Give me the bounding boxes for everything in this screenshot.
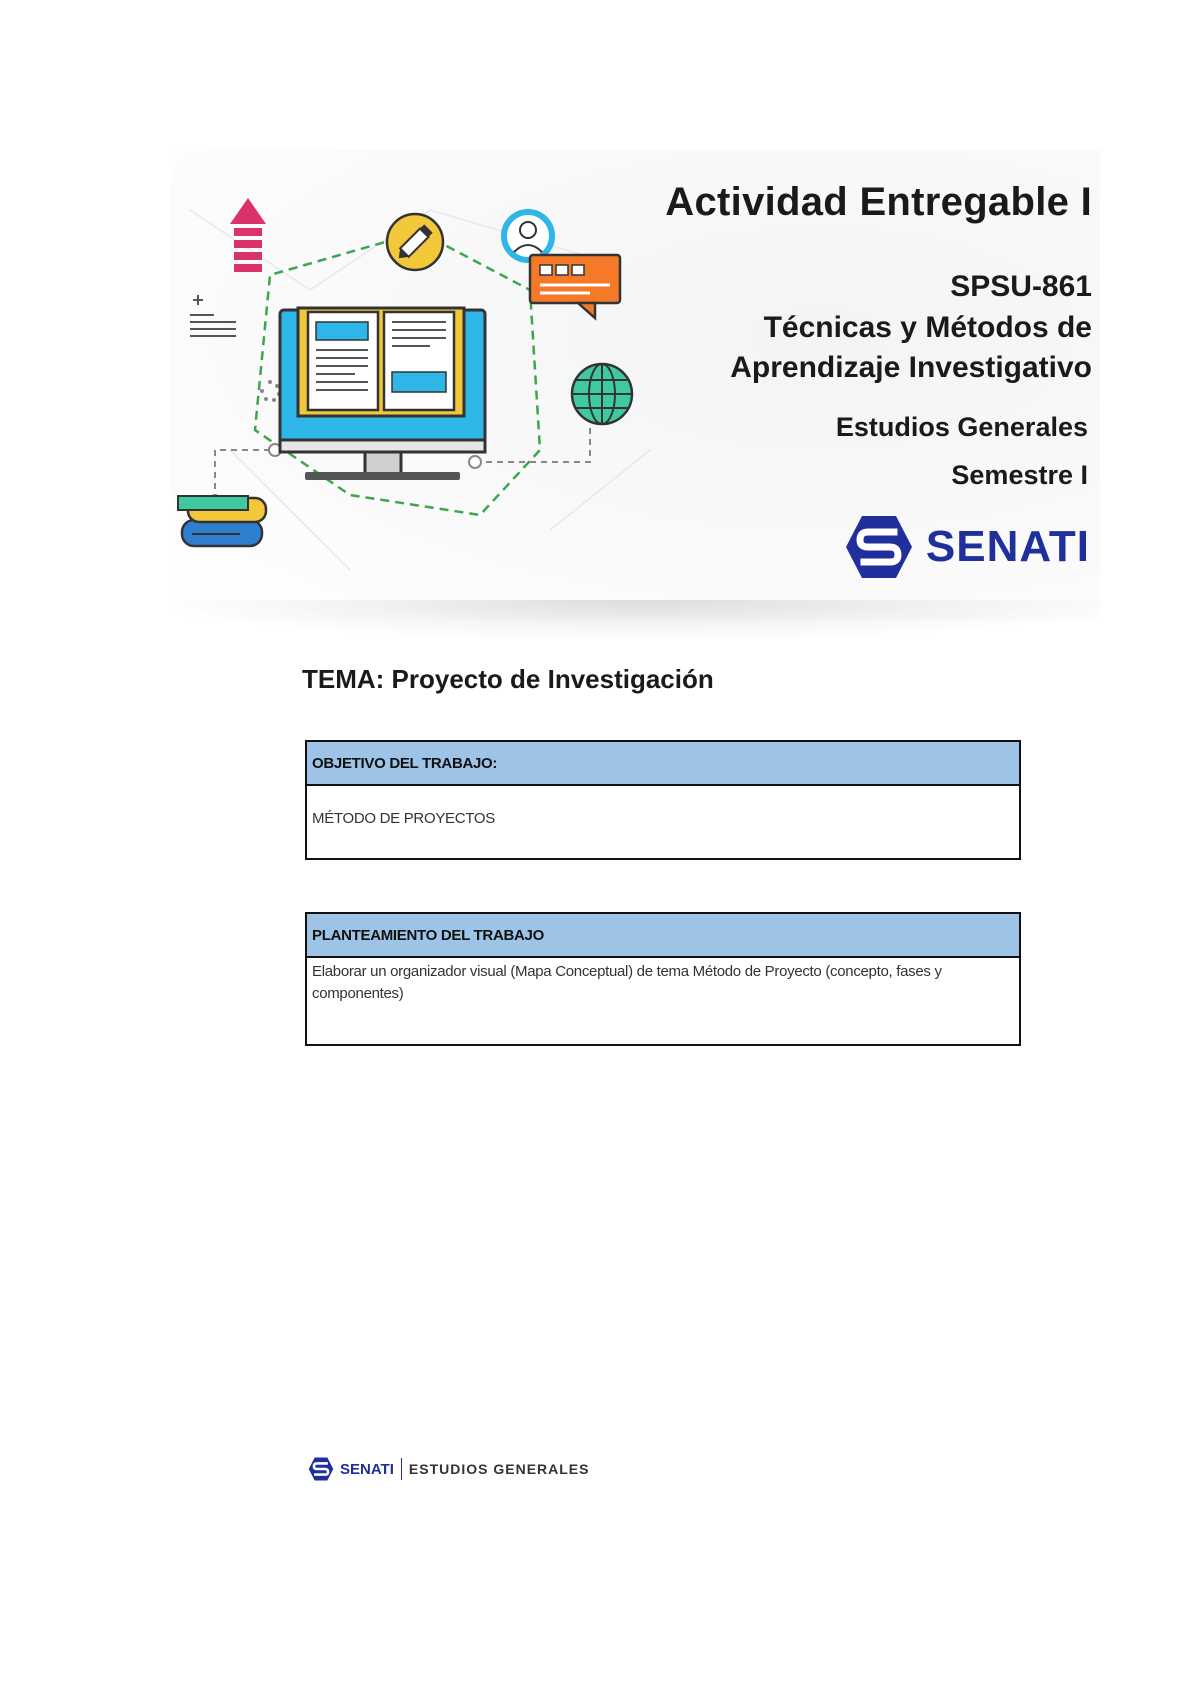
document-lines-icon bbox=[190, 295, 236, 336]
books-stack-icon bbox=[178, 496, 266, 546]
statement-value: Elaborar un organizador visual (Mapa Conceptual) de tema Método de Proyecto (concepto, fases y componentes) bbox=[312, 963, 942, 1002]
footer-divider bbox=[401, 1458, 402, 1480]
statement-label: PLANTEAMIENTO DEL TRABAJO bbox=[307, 914, 1019, 958]
senati-logo-icon bbox=[308, 1456, 334, 1482]
user-icon bbox=[504, 212, 552, 260]
education-illustration bbox=[170, 150, 670, 620]
loading-dots-icon bbox=[260, 380, 281, 402]
senati-wordmark: SENATI bbox=[925, 522, 1090, 571]
globe-icon bbox=[572, 364, 632, 424]
semester: Semestre I bbox=[951, 460, 1088, 490]
open-book-monitor-icon bbox=[280, 308, 485, 480]
objective-box bbox=[305, 740, 1021, 860]
chat-bubble-icon bbox=[530, 255, 620, 318]
cover-banner bbox=[170, 150, 1100, 620]
footer-area: ESTUDIOS GENERALES bbox=[408, 1461, 590, 1477]
objective-label: OBJETIVO DEL TRABAJO: bbox=[307, 742, 1019, 786]
course-name: Técnicas y Métodos de Aprendizaje Investigativo bbox=[730, 311, 1092, 384]
activity-title: Actividad Entregable I bbox=[665, 180, 1092, 224]
topic-heading: TEMA: Proyecto de Investigación bbox=[302, 664, 714, 694]
banner-shadow bbox=[180, 600, 1100, 640]
statement-box bbox=[305, 912, 1021, 1046]
objective-value: MÉTODO DE PROYECTOS bbox=[312, 810, 495, 827]
pencil-icon bbox=[387, 214, 443, 270]
footer bbox=[308, 1455, 590, 1483]
course-code: SPSU-861 bbox=[950, 270, 1092, 303]
senati-logo bbox=[844, 512, 1090, 582]
senati-logo-icon bbox=[844, 514, 914, 580]
up-arrow-icon bbox=[230, 198, 266, 272]
footer-brand: SENATI bbox=[340, 1460, 394, 1478]
area-name: Estudios Generales bbox=[835, 412, 1088, 442]
